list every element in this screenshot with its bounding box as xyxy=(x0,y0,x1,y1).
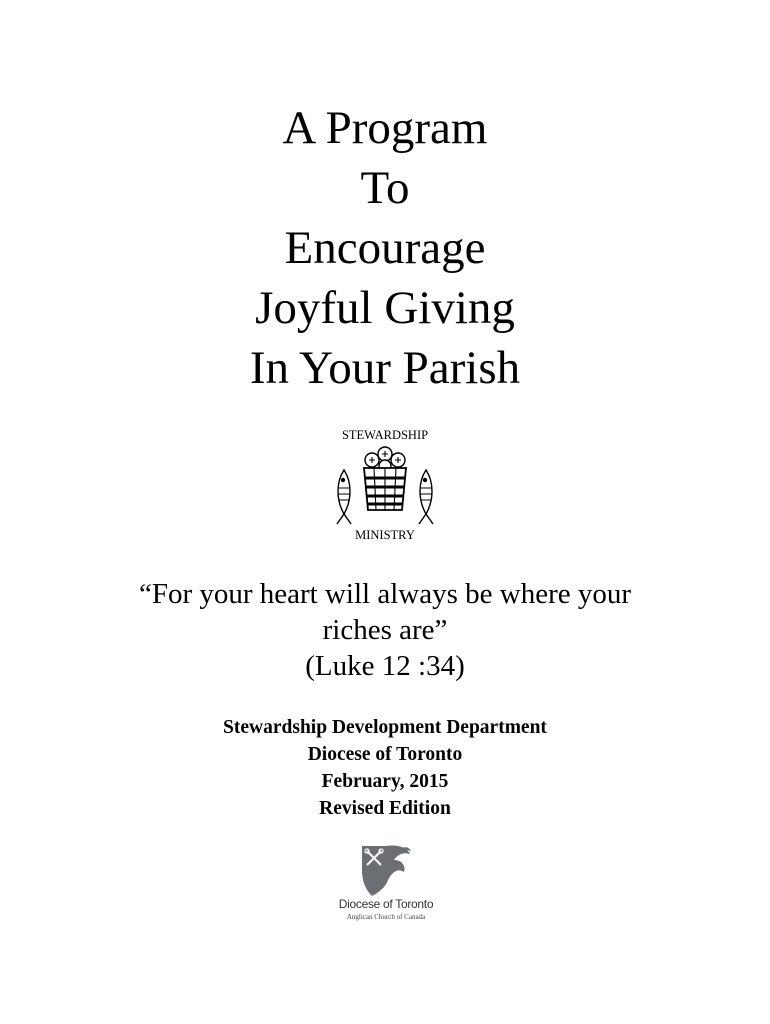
publisher-block xyxy=(0,714,770,822)
logo-bottom-text: MINISTRY xyxy=(355,528,415,542)
diocese-logo-name: Diocese of Toronto xyxy=(338,897,434,911)
edition-label: Revised Edition xyxy=(319,798,451,819)
document-title xyxy=(0,98,770,398)
title-line: Encourage xyxy=(284,222,486,274)
fish-and-loaves-basket-icon xyxy=(337,447,433,524)
diocese-logo-subtitle: Anglican Church of Canada xyxy=(346,913,426,921)
title-line: In Your Parish xyxy=(249,342,521,394)
diocese-shield-icon xyxy=(358,842,414,898)
department-name: Stewardship Development Department xyxy=(223,717,547,738)
quote-line: “For your heart will always be where your xyxy=(138,578,632,610)
quote-reference: (Luke 12 :34) xyxy=(305,650,465,682)
title-line: To xyxy=(360,162,410,214)
diocese-of-toronto-logo xyxy=(330,842,442,926)
stewardship-ministry-logo xyxy=(322,426,448,544)
publication-date: February, 2015 xyxy=(321,771,449,792)
logo-top-text: STEWARDSHIP xyxy=(341,428,429,442)
quote-line: riches are” xyxy=(322,614,448,646)
title-line: Joyful Giving xyxy=(255,282,515,334)
diocese-name: Diocese of Toronto xyxy=(307,744,463,765)
scripture-quote xyxy=(0,576,770,684)
title-line: A Program xyxy=(282,102,488,154)
